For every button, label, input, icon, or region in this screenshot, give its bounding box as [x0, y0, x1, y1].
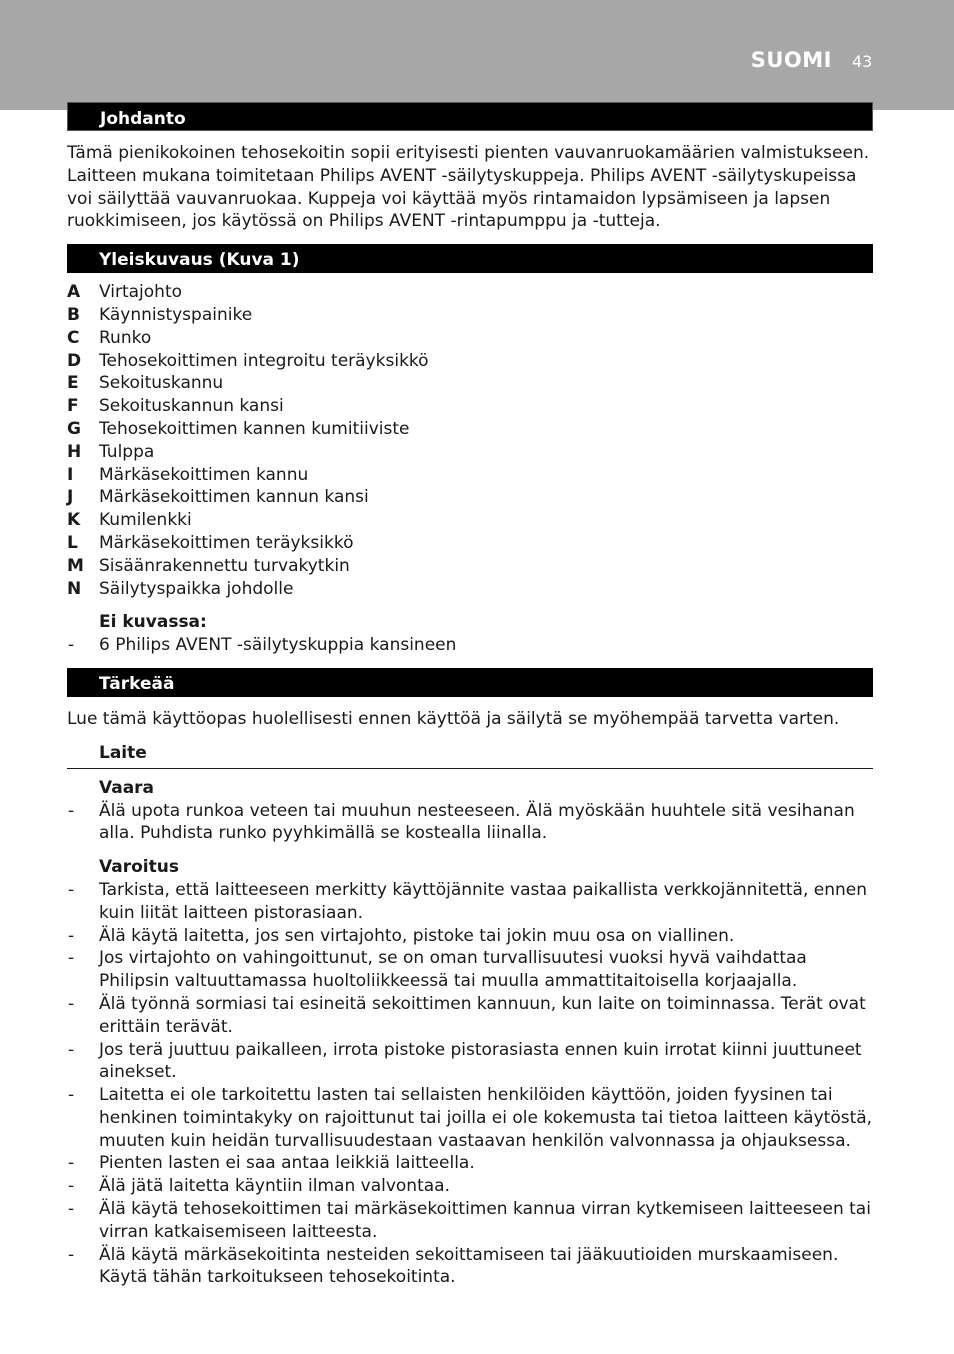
part-item: [67, 441, 873, 464]
warning-list: [67, 879, 873, 1289]
part-item: [67, 464, 873, 487]
bullet-dash: -: [68, 993, 75, 1014]
part-letter: M: [67, 555, 84, 576]
section-heading-overview: Yleiskuvaus (Kuva 1): [67, 244, 873, 273]
warning-item: [67, 1244, 873, 1290]
part-item: [67, 304, 873, 327]
warning-item-text: Älä käytä laitetta, jos sen virtajohto, pistoke tai jokin muu osa on viallinen.: [99, 925, 735, 946]
part-label: Käynnistyspainike: [99, 304, 253, 325]
bullet-dash: -: [68, 879, 75, 900]
bullet-dash: -: [68, 1244, 75, 1265]
not-shown-label: Ei kuvassa:: [99, 612, 207, 633]
part-item: [67, 372, 873, 395]
part-letter: H: [67, 441, 82, 462]
warning-item-text: Älä työnnä sormiasi tai esineitä sekoittimen kannuun, kun laite on toiminnassa. Terät ovat erittäin terävät.: [99, 993, 866, 1037]
bullet-dash: -: [68, 1176, 75, 1197]
danger-label: Vaara: [99, 777, 155, 798]
warning-item: [67, 1039, 873, 1085]
danger-item: [67, 800, 873, 846]
warning-item-text: Älä jätä laitetta käyntiin ilman valvontaa.: [99, 1176, 450, 1197]
part-item: [67, 509, 873, 532]
language-label: SUOMI: [750, 48, 832, 72]
not-shown-list: [67, 634, 873, 657]
danger-item-text: Älä upota runkoa veteen tai muuhun nesteeseen. Älä myöskään huuhtele sitä vesihanan alla. Puhdista runko pyyhkimällä se kostealla liinalla.: [99, 800, 855, 844]
part-label: Märkäsekoittimen kannun kansi: [99, 487, 369, 508]
warning-item: [67, 1198, 873, 1244]
section-heading-important: Tärkeää: [67, 668, 873, 697]
intro-paragraph: Tämä pienikokoinen tehosekoitin sopii erityisesti pienten vauvanruokamäärien valmistukseen. Laitteen mukana toimitetaan Philips AVENT -säilytyskuppeja. Philips AVENT -säilytyskupeissa voi säilyttää vauvanruokaa. Kuppeja voi käyttää myös rintamaidon lypsämiseen ja lapsen ruokkimiseen, jos käytössä on Philips AVENT -rintapumppu ja -tutteja.: [67, 143, 870, 232]
part-label: Sekoituskannu: [99, 373, 224, 394]
part-item: [67, 327, 873, 350]
part-label: Runko: [99, 327, 152, 348]
not-shown-item-text: 6 Philips AVENT -säilytyskuppia kansineen: [99, 635, 457, 656]
part-letter: I: [67, 464, 74, 485]
part-letter: C: [67, 327, 80, 348]
part-item: [67, 281, 873, 304]
warning-item: [67, 993, 873, 1039]
warning-item: [67, 1175, 873, 1198]
warning-item-text: Jos terä juuttuu paikalleen, irrota pistoke pistorasiasta ennen kuin irrotat kiinni juuttuneet ainekset.: [99, 1039, 862, 1083]
warning-item: [67, 879, 873, 925]
part-label: Sekoituskannun kansi: [99, 396, 284, 417]
part-label: Märkäsekoittimen kannu: [99, 464, 309, 485]
device-subheading: Laite: [67, 742, 873, 769]
part-letter: A: [67, 282, 81, 303]
header-band: [0, 0, 954, 110]
part-letter: F: [67, 396, 79, 417]
warning-item-text: Laitetta ei ole tarkoitettu lasten tai sellaisten henkilöiden käyttöön, joiden fyysinen tai henkinen toimintakyky on rajoittunut tai joilla ei ole kokemusta tai tietoa laitteen käytöstä, muuten kuin heidän turvallisuudestaan vastaavan henkilön valvonnassa ja ohjauksessa.: [99, 1085, 873, 1151]
bullet-dash: -: [68, 1085, 75, 1106]
part-label: Tulppa: [99, 441, 155, 462]
part-label: Säilytyspaikka johdolle: [99, 578, 294, 599]
parts-list: [67, 281, 873, 600]
warning-item: [67, 947, 873, 993]
part-item: [67, 350, 873, 373]
part-label: Virtajohto: [99, 282, 183, 303]
part-item: [67, 555, 873, 578]
part-item: [67, 486, 873, 509]
warning-label: Varoitus: [99, 857, 179, 878]
part-letter: G: [67, 418, 81, 439]
warning-item: [67, 1152, 873, 1175]
warning-item-text: Tarkista, että laitteeseen merkitty käyttöjännite vastaa paikallista verkkojännitettä, ennen kuin liität laitteen pistorasiaan.: [99, 879, 868, 923]
part-label: Sisäänrakennettu turvakytkin: [99, 555, 350, 576]
part-letter: E: [67, 373, 79, 394]
part-letter: J: [67, 487, 74, 508]
page-content: [67, 102, 873, 1289]
part-letter: D: [67, 350, 82, 371]
warning-item-text: Älä käytä tehosekoittimen tai märkäsekoittimen kannua virran kytkemiseen laitteeseen tai virran katkaisemiseen laitteesta.: [99, 1199, 871, 1242]
danger-list: [67, 800, 873, 846]
bullet-dash: -: [68, 925, 75, 946]
part-item: [67, 395, 873, 418]
part-item: [67, 532, 873, 555]
part-item: [67, 418, 873, 441]
part-label: Kumilenkki: [99, 510, 192, 531]
warning-item: [67, 1084, 873, 1152]
warning-item: [67, 925, 873, 948]
part-label: Tehosekoittimen kannen kumitiiviste: [99, 418, 410, 439]
part-label: Märkäsekoittimen teräyksikkö: [99, 532, 354, 553]
not-shown-item: [67, 634, 873, 657]
bullet-dash: -: [68, 1039, 75, 1060]
warning-item-text: Pienten lasten ei saa antaa leikkiä laitteella.: [99, 1153, 475, 1174]
bullet-dash: -: [68, 948, 75, 969]
part-letter: L: [67, 532, 78, 553]
part-letter: K: [67, 510, 81, 531]
bullet-dash: -: [68, 635, 75, 656]
page-number: 43: [852, 52, 873, 71]
warning-item-text: Jos virtajohto on vahingoittunut, se on oman turvallisuutesi vuoksi hyvä vaihdattaa Philipsin valtuuttamassa huoltoliikkeessä tai muulla ammattitaitoisella korjaajalla.: [99, 948, 807, 992]
section-heading-intro: Johdanto: [67, 102, 873, 131]
bullet-dash: -: [68, 1199, 75, 1220]
part-label: Tehosekoittimen integroitu teräyksikkö: [99, 350, 429, 371]
important-paragraph: Lue tämä käyttöopas huolellisesti ennen käyttöä ja säilytä se myöhempää tarvetta varten.: [67, 708, 840, 729]
part-item: [67, 578, 873, 601]
bullet-dash: -: [68, 800, 75, 821]
bullet-dash: -: [68, 1153, 75, 1174]
warning-item-text: Älä käytä märkäsekoitinta nesteiden sekoittamiseen tai jääkuutioiden murskaamiseen. Käytä tähän tarkoitukseen tehosekoitinta.: [99, 1244, 839, 1288]
part-letter: B: [67, 304, 80, 325]
part-letter: N: [67, 578, 82, 599]
